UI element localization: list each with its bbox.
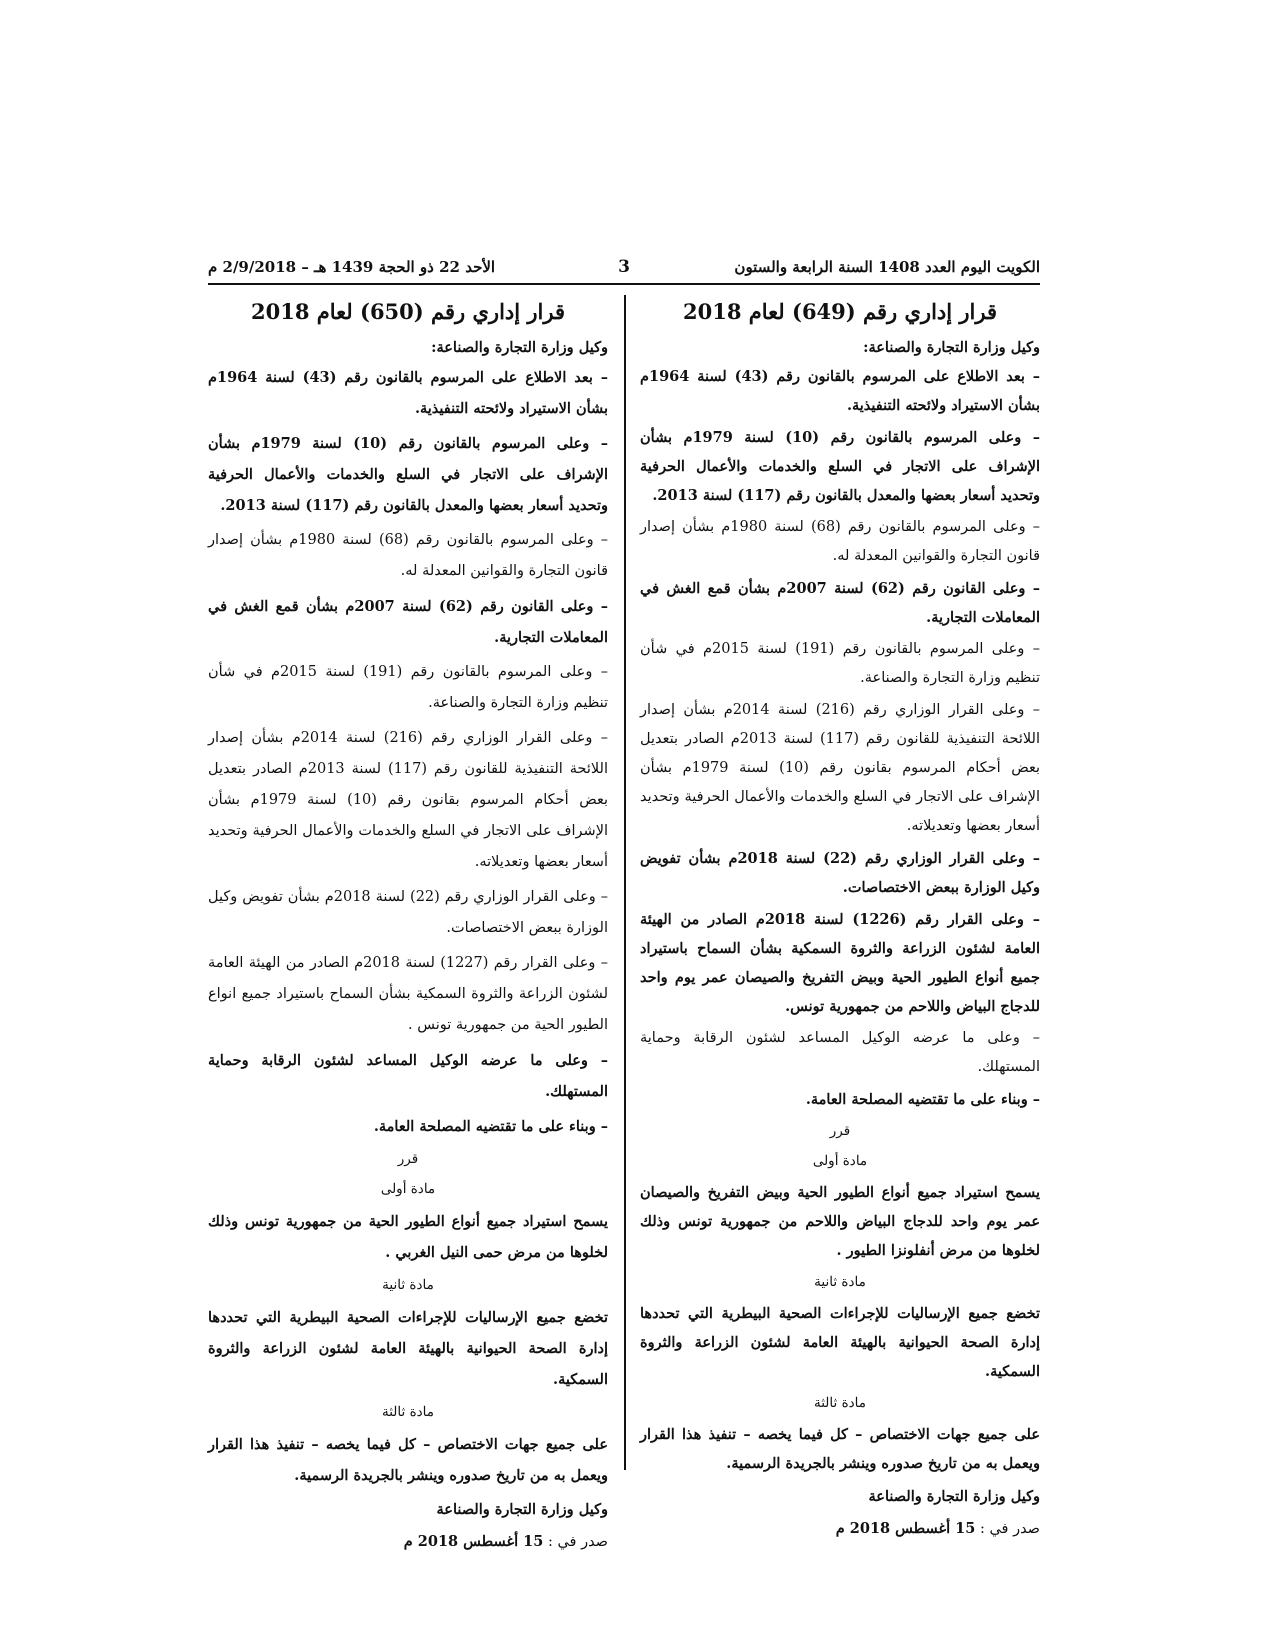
- decision-title: قرار إداري رقم (650) لعام 2018: [250, 299, 566, 324]
- article-heading: مادة ثانية: [382, 1277, 434, 1293]
- article-text: يسمح استيراد جميع أنواع الطيور الحية من جمهورية تونس وذلك لخلوها من مرض حمى النيل الغربي .: [208, 1213, 608, 1261]
- decision-649: [640, 295, 1040, 1544]
- issue-info: الكويت اليوم العدد 1408 السنة الرابعة والستون: [734, 258, 1040, 276]
- issued-label: صدر في :: [547, 1534, 608, 1550]
- article-text: تخضع جميع الإرساليات للإجراءات الصحية البيطرية التي تحددها إدارة الصحة الحيوانية بالهيئة العامة لشئون الزراعة والثروة السمكية.: [640, 1305, 1040, 1380]
- gazette-page: [208, 253, 1040, 1550]
- issued-date: 15 أغسطس 2018 م: [403, 1533, 544, 1550]
- article-heading: مادة أولى: [380, 1181, 436, 1197]
- preamble-item: – وبناء على ما تقتضيه المصلحة العامة.: [805, 1091, 1040, 1108]
- decision-title: قرار إداري رقم (649) لعام 2018: [682, 299, 998, 324]
- preamble-item: – وعلى المرسوم بالقانون رقم (10) لسنة 1979م بشأن الإشراف على الاتجار في السلع والخدمات والأعمال الحرفية وتحديد أسعار بعضها والمعدل بالقانون رقم (117) لسنة 2013.: [640, 429, 1040, 504]
- decision-issuer: وكيل وزارة التجارة والصناعة:: [863, 339, 1040, 356]
- preamble-item: – وعلى المرسوم بالقانون رقم (191) لسنة 2015م في شأن تنظيم وزارة التجارة والصناعة.: [640, 641, 1040, 686]
- issued-date: 15 أغسطس 2018 م: [835, 1520, 976, 1537]
- page-header: [208, 253, 1040, 281]
- signature: وكيل وزارة التجارة والصناعة: [436, 1501, 608, 1518]
- column-divider: [624, 295, 626, 1470]
- header-rule: [208, 283, 1040, 285]
- preamble-item: – وعلى المرسوم بالقانون رقم (68) لسنة 1980م بشأن إصدار قانون التجارة والقوانين المعدلة له.: [208, 532, 608, 579]
- preamble-item: – وعلى المرسوم بالقانون رقم (191) لسنة 2015م في شأن تنظيم وزارة التجارة والصناعة.: [208, 664, 608, 711]
- article-text: تخضع جميع الإرساليات للإجراءات الصحية البيطرية التي تحددها إدارة الصحة الحيوانية بالهيئة العامة لشئون الزراعة والثروة السمكية.: [208, 1309, 608, 1388]
- issued-label: صدر في :: [979, 1521, 1040, 1537]
- preamble-item: – وعلى القرار الوزاري رقم (216) لسنة 2014م بشأن إصدار اللائحة التنفيذية للقانون رقم (117) لسنة 2013م الصادر بتعديل بعض أحكام المرسوم بقانون رقم (10) لسنة 1979م بشأن الإشراف على الاتجار في السلع والخدمات والأعمال الحرفية وتحديد أسعار بعضها وتعديلاته.: [208, 730, 608, 870]
- preamble-item: – وعلى ما عرضه الوكيل المساعد لشئون الرقابة وحماية المستهلك.: [208, 1052, 608, 1100]
- preamble-item: – وعلى القرار الوزاري رقم (22) لسنة 2018م بشأن تفويض وكيل الوزارة ببعض الاختصاصات.: [640, 850, 1040, 896]
- preamble-item: – وعلى القرار الوزاري رقم (216) لسنة 2014م بشأن إصدار اللائحة التنفيذية للقانون رقم (117) لسنة 2013م الصادر بتعديل بعض أحكام المرسوم بقانون رقم (10) لسنة 1979م بشأن الإشراف على الاتجار في السلع والخدمات والأعمال الحرفية وتحديد أسعار بعضها وتعديلاته.: [640, 702, 1040, 834]
- decided-heading: قرر: [397, 1151, 419, 1167]
- preamble-item: – وعلى ما عرضه الوكيل المساعد لشئون الرقابة وحماية المستهلك.: [640, 1030, 1040, 1075]
- preamble-item: – وعلى المرسوم بالقانون رقم (10) لسنة 1979م بشأن الإشراف على الاتجار في السلع والخدمات والأعمال الحرفية وتحديد أسعار بعضها والمعدل بالقانون رقم (117) لسنة 2013.: [208, 435, 608, 514]
- page-number: 3: [618, 257, 630, 277]
- article-heading: مادة ثالثة: [813, 1395, 867, 1411]
- preamble-item: – بعد الاطلاع على المرسوم بالقانون رقم (43) لسنة 1964م بشأن الاستيراد ولائحته التنفيذية.: [208, 369, 608, 417]
- preamble-item: – بعد الاطلاع على المرسوم بالقانون رقم (43) لسنة 1964م بشأن الاستيراد ولائحته التنفيذية.: [640, 368, 1040, 414]
- preamble-item: – وعلى القرار رقم (1227) لسنة 2018م الصادر من الهيئة العامة لشئون الزراعة والثروة السمكية بشأن السماح باستيراد جميع انواع الطيور الحية من جمهورية تونس .: [208, 955, 608, 1033]
- decision-650: [208, 295, 608, 1557]
- preamble-item: – وعلى القانون رقم (62) لسنة 2007م بشأن قمع الغش في المعاملات التجارية.: [640, 580, 1040, 626]
- article-heading: مادة أولى: [812, 1153, 868, 1169]
- article-text: على جميع جهات الاختصاص – كل فيما يخصه – تنفيذ هذا القرار ويعمل به من تاريخ صدوره وينشر بالجريدة الرسمية.: [208, 1436, 608, 1484]
- issued-line: [640, 1514, 1040, 1544]
- decided-heading: قرر: [829, 1123, 851, 1139]
- signature: وكيل وزارة التجارة والصناعة: [868, 1488, 1040, 1505]
- article-heading: مادة ثالثة: [381, 1404, 435, 1420]
- preamble-item: – وعلى المرسوم بالقانون رقم (68) لسنة 1980م بشأن إصدار قانون التجارة والقوانين المعدلة له.: [640, 519, 1040, 564]
- issue-date: الأحد 22 ذو الحجة 1439 هـ – 2/9/2018 م: [208, 258, 496, 276]
- preamble-item: – وعلى القرار رقم (1226) لسنة 2018م الصادر من الهيئة العامة لشئون الزراعة والثروة السمكية بشأن السماح باستيراد جميع أنواع الطيور الحية وبيض التفريخ والصيصان عمر يوم واحد للدجاج البياض واللاحم من جمهورية تونس.: [640, 911, 1040, 1015]
- article-heading: مادة ثانية: [814, 1274, 866, 1290]
- article-text: يسمح استيراد جميع أنواع الطيور الحية وبيض التفريخ والصيصان عمر يوم واحد للدجاج البياض واللاحم من جمهورية تونس وذلك لخلوها من مرض أنفلونزا الطيور .: [640, 1184, 1040, 1259]
- preamble-item: – وعلى القرار الوزاري رقم (22) لسنة 2018م بشأن تفويض وكيل الوزارة ببعض الاختصاصات.: [208, 889, 608, 936]
- decision-issuer: وكيل وزارة التجارة والصناعة:: [431, 339, 608, 356]
- preamble-item: – وعلى القانون رقم (62) لسنة 2007م بشأن قمع الغش في المعاملات التجارية.: [208, 598, 608, 646]
- issued-line: [208, 1527, 608, 1557]
- article-text: على جميع جهات الاختصاص – كل فيما يخصه – تنفيذ هذا القرار ويعمل به من تاريخ صدوره وينشر بالجريدة الرسمية.: [640, 1426, 1040, 1472]
- preamble-item: – وبناء على ما تقتضيه المصلحة العامة.: [373, 1118, 608, 1135]
